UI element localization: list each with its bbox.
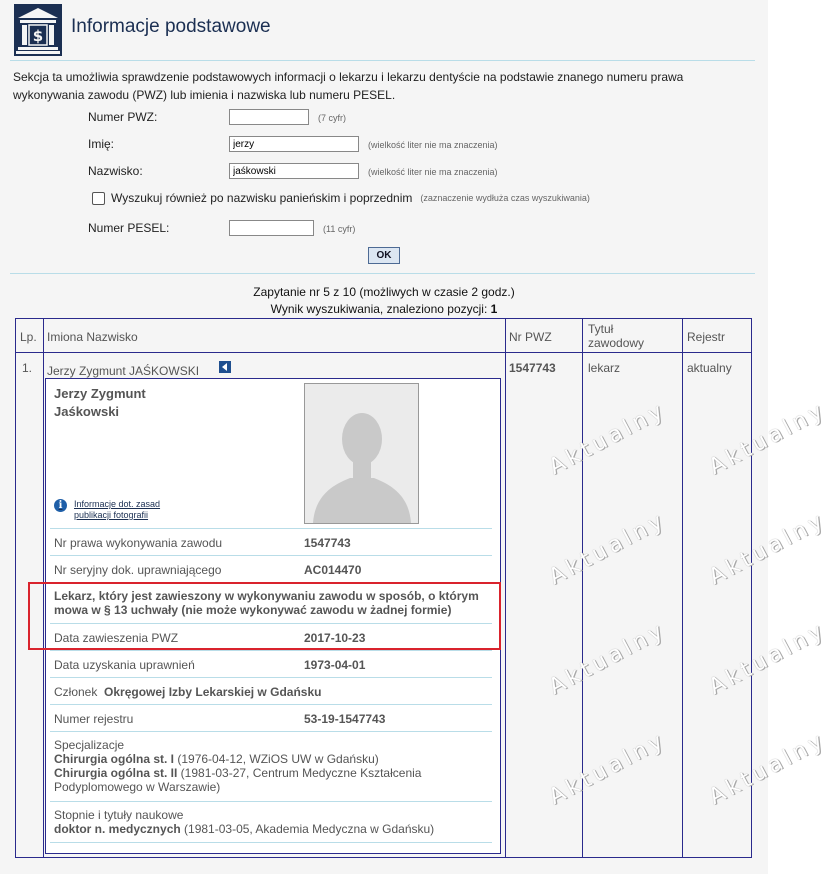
member-field: Członek Okręgowej Izby Lekarskiej w Gdańsku <box>54 685 322 699</box>
col-pwz: Nr PWZ <box>509 330 552 344</box>
rights-date-label: Data uzyskania uprawnień <box>54 658 195 672</box>
svg-text:$: $ <box>32 27 44 45</box>
watermark: Aktualny <box>545 397 671 481</box>
divider <box>10 273 755 274</box>
result-count: 1 <box>490 302 498 316</box>
ok-button[interactable]: OK <box>368 247 400 264</box>
row-title: lekarz <box>588 361 621 375</box>
doctor-name: Jerzy Zygmunt Jaśkowski <box>54 386 146 419</box>
member-value: Okręgowej Izby Lekarskiej w Gdańsku <box>104 685 322 699</box>
info-icon: i <box>54 499 67 512</box>
collapse-arrow-icon[interactable] <box>219 361 231 373</box>
doctor-photo-placeholder <box>304 383 419 524</box>
nazwisko-label: Nazwisko: <box>88 164 143 178</box>
serial-field-label: Nr seryjny dok. uprawniającego <box>54 563 222 577</box>
col-register: Rejestr <box>687 330 726 344</box>
photo-info-link[interactable]: i Informacje dot. zasad publikacji fotografii <box>54 499 160 521</box>
maiden-name-hint: (zaznaczenie wydłuża czas wyszukiwania) <box>420 193 590 203</box>
degrees: Stopnie i tytuły naukowe doktor n. medycznych (1981-03-05, Akademia Medyczna w Gdańsku) <box>54 808 435 836</box>
page-title: Informacje podstawowe <box>71 16 271 37</box>
row-pwz: 1547743 <box>509 361 556 375</box>
watermark: Aktualny <box>705 397 831 481</box>
intro-text: Sekcja ta umożliwia sprawdzenie podstawowych informacji o lekarzu i lekarzu dentyście na podstawie znanego numeru prawa wykonywania zawodu (PWZ) lub imienia i nazwiska lub numeru PESEL. <box>13 70 684 102</box>
pwz-hint: (7 cyfr) <box>318 113 346 123</box>
suspension-date-label: Data zawieszenia PWZ <box>54 631 179 645</box>
query-counter: Zapytanie nr 5 z 10 (możliwych w czasie 2 godz.) <box>253 285 515 299</box>
register-no-value: 53-19-1547743 <box>304 712 386 726</box>
rights-date-value: 1973-04-01 <box>304 658 366 672</box>
pesel-label: Numer PESEL: <box>88 221 170 235</box>
watermark: Aktualny <box>545 507 671 591</box>
pwz-field-label: Nr prawa wykonywania zawodu <box>54 536 223 550</box>
pwz-input[interactable] <box>229 109 309 125</box>
watermark: Aktualny <box>705 727 831 811</box>
col-name: Imiona Nazwisko <box>47 330 138 344</box>
row-lp: 1. <box>22 361 33 375</box>
col-title: Tytuł zawodowy <box>588 322 645 350</box>
highlight-box <box>28 582 501 650</box>
imie-input[interactable] <box>229 136 359 152</box>
row-register: aktualny <box>687 361 732 375</box>
nazwisko-hint: (wielkość liter nie ma znaczenia) <box>368 167 498 177</box>
col-lp: Lp. <box>20 330 37 344</box>
maiden-name-option <box>92 191 590 205</box>
pesel-hint: (11 cyfr) <box>323 224 356 234</box>
row-name: Jerzy Zygmunt JAŚKOWSKI <box>47 364 200 378</box>
watermark: Aktualny <box>705 617 831 701</box>
suspension-notice: Lekarz, który jest zawieszony w wykonywaniu zawodu w sposób, o którym mowa w § 13 uchwały (nie może wykonywać zawodu w żadnej formie) <box>54 589 479 617</box>
watermark: Aktualny <box>545 617 671 701</box>
imie-label: Imię: <box>88 137 115 151</box>
suspension-date-value: 2017-10-23 <box>304 631 366 645</box>
imie-hint: (wielkość liter nie ma znaczenia) <box>368 140 498 150</box>
register-no-label: Numer rejestru <box>54 712 134 726</box>
maiden-name-checkbox[interactable] <box>92 192 105 205</box>
serial-field-value: AC014470 <box>304 563 362 577</box>
maiden-name-label[interactable]: Wyszukuj również po nazwisku panieńskim i poprzednim <box>111 191 413 205</box>
query-info <box>0 284 768 318</box>
pwz-field-value: 1547743 <box>304 536 351 550</box>
header <box>10 0 755 61</box>
nazwisko-input[interactable] <box>229 163 359 179</box>
watermark: Aktualny <box>705 507 831 591</box>
specializations: Specjalizacje Chirurgia ogólna st. I (1976-04-12, WZiOS UW w Gdańsku) Chirurgia ogólna st. II (1981-03-27, Centrum Medyczne Kształcenia Podyplomowego w Warszawie) <box>54 738 422 794</box>
person-silhouette-icon <box>305 384 418 523</box>
pesel-input[interactable] <box>229 220 314 236</box>
result-summary: Wynik wyszukiwania, znaleziono pozycji: 1 <box>270 302 498 316</box>
bank-dollar-icon <box>14 4 62 56</box>
watermark: Aktualny <box>545 727 671 811</box>
pwz-label: Numer PWZ: <box>88 110 158 124</box>
